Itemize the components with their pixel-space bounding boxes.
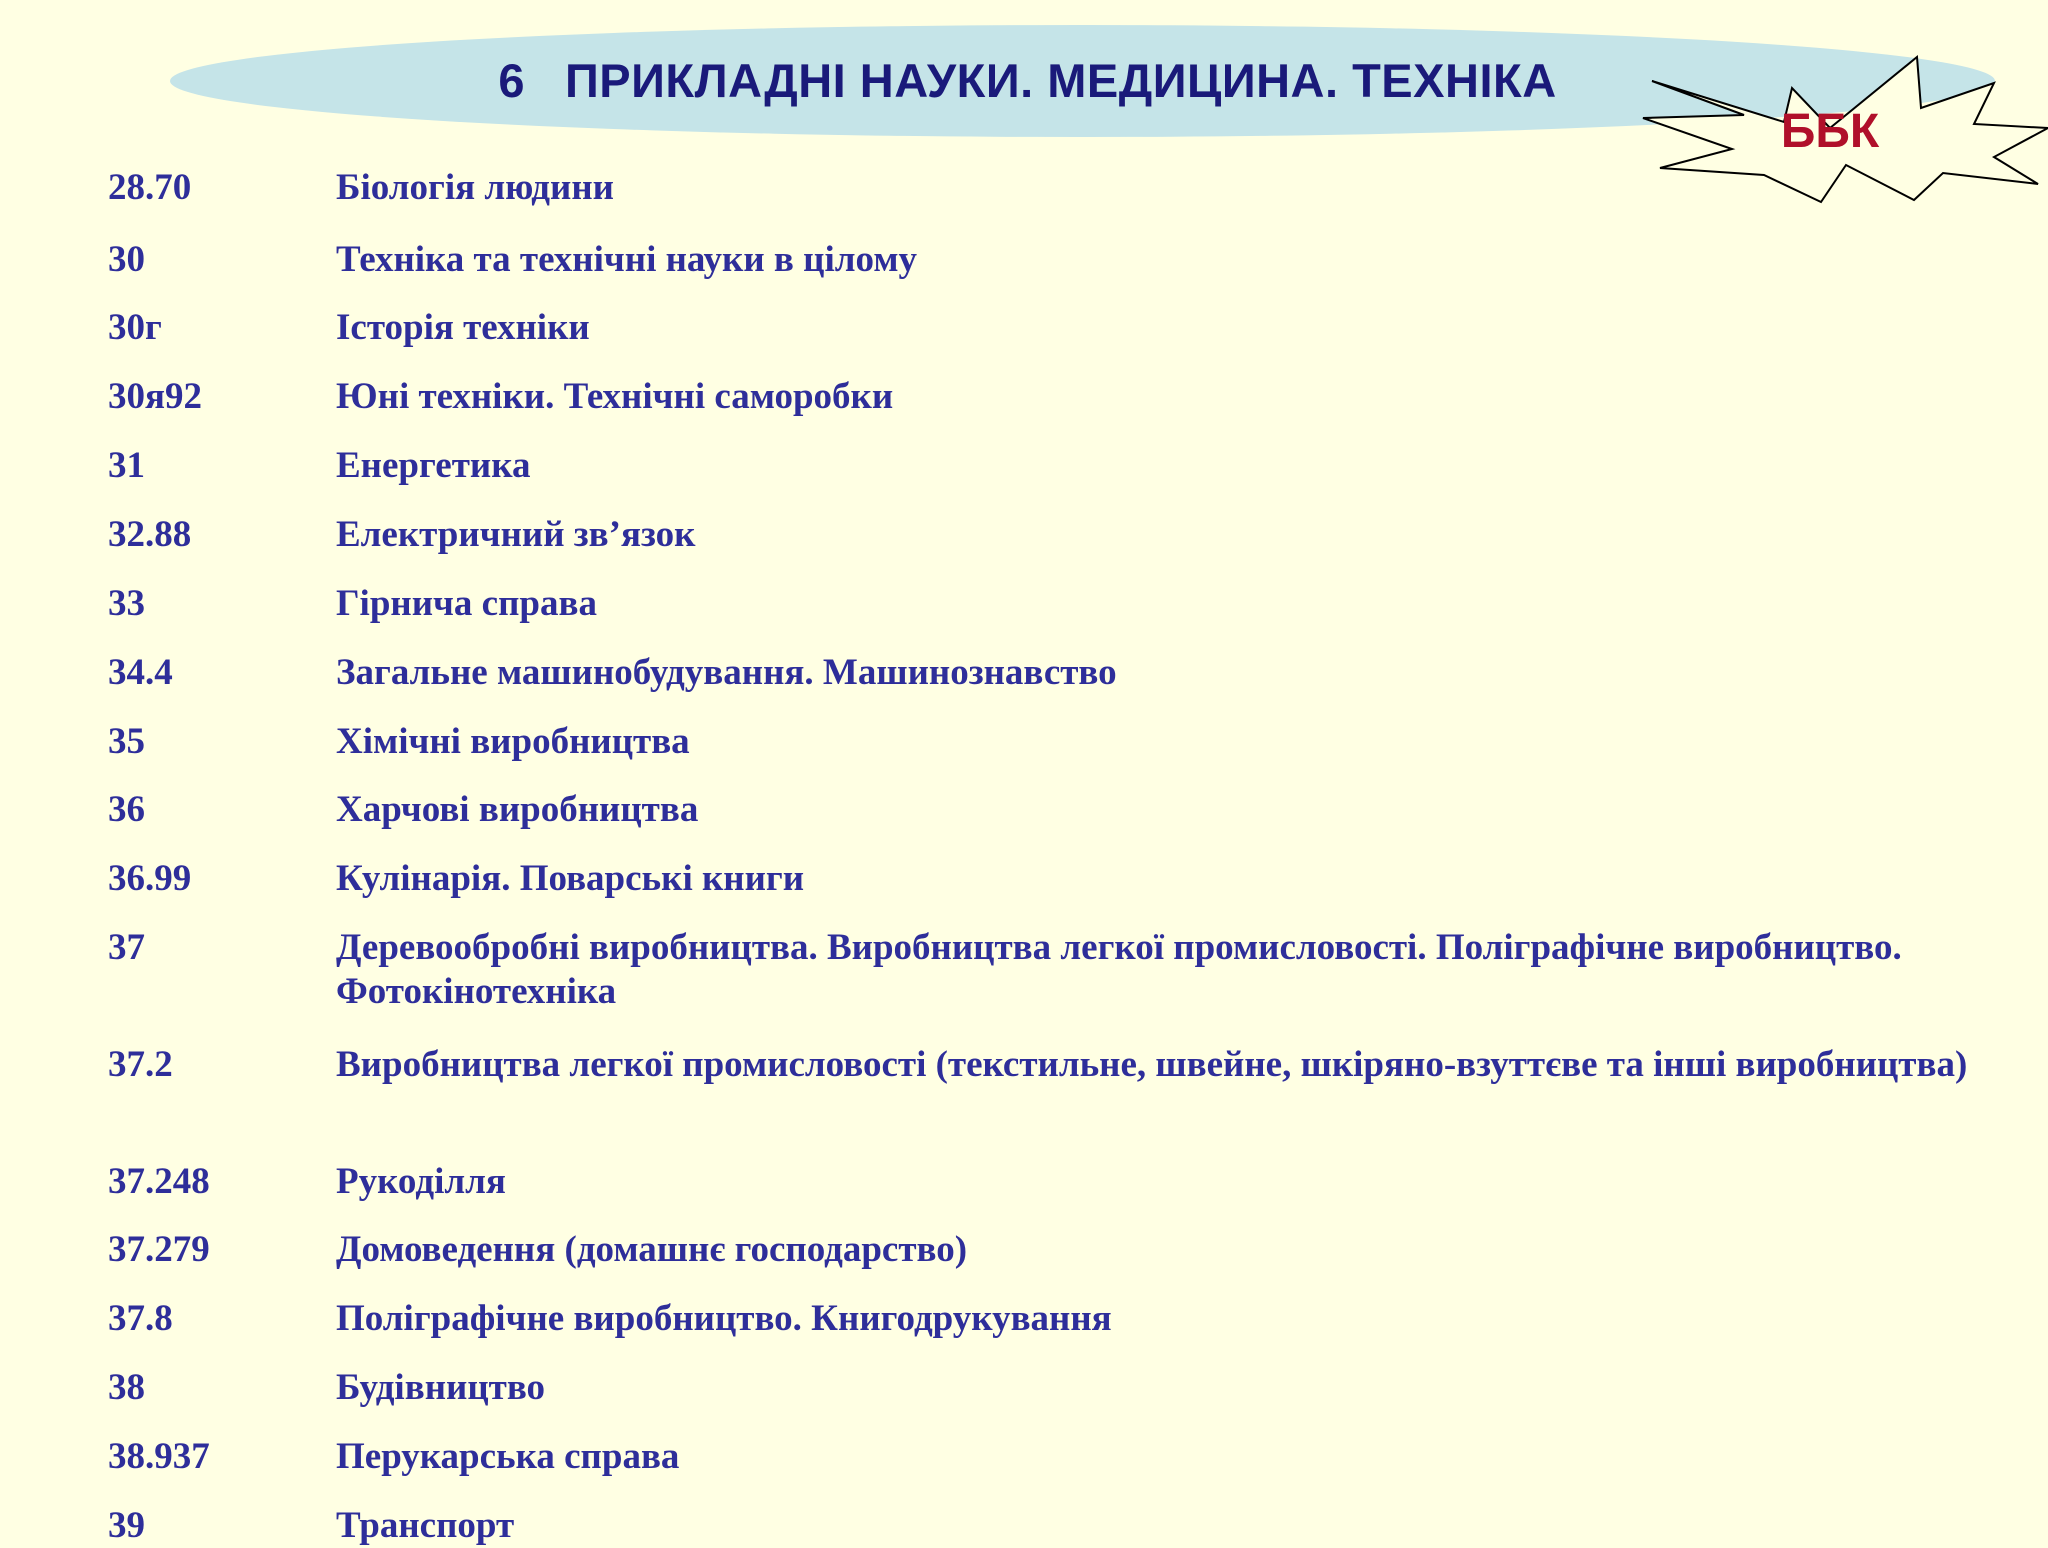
- entry-code: 30: [108, 239, 145, 280]
- section-number: 6: [498, 54, 525, 107]
- entry-code: 36: [108, 789, 145, 830]
- entry-code: 30г: [108, 307, 162, 348]
- entry-code: 33: [108, 583, 145, 624]
- entry-label: Виробництва легкої промисловості (текстильне, швейне, шкіряно-взуттєве та інші виробництва): [336, 1044, 1968, 1085]
- entry-code: 34.4: [108, 652, 173, 693]
- entry-label: Рукоділля: [336, 1161, 506, 1202]
- entry-label: Деревообробні виробництва. Виробництва легкої промисловості. Поліграфічне виробництво. Фотокінотехніка: [336, 927, 1902, 1012]
- entry-code: 32.88: [108, 514, 192, 555]
- entry-label: Домоведення (домашнє господарство): [336, 1229, 968, 1270]
- bbk-badge-label: ББК: [1780, 105, 1880, 158]
- entry-label: Хімічні виробництва: [336, 721, 690, 762]
- entry-code: 28.70: [108, 167, 192, 208]
- entry-label: Перукарська справа: [336, 1436, 680, 1477]
- entry-code: 37.2: [108, 1044, 173, 1085]
- entry-code: 37.279: [108, 1229, 210, 1270]
- entry-label: Біологія людини: [336, 167, 614, 208]
- entry-label: Техніка та технічні науки в цілому: [336, 239, 918, 280]
- entry-code: 39: [108, 1505, 145, 1546]
- entry-code: 37.248: [108, 1161, 210, 1202]
- entry-label: Гірнича справа: [336, 583, 597, 624]
- entry-label: Юні техніки. Технічні саморобки: [336, 376, 894, 417]
- section-title: ПРИКЛАДНІ НАУКИ. МЕДИЦИНА. ТЕХНІКА: [565, 54, 1557, 107]
- entry-code: 36.99: [108, 858, 192, 899]
- entry-code: 30я92: [108, 376, 203, 417]
- entry-label: Транспорт: [336, 1505, 515, 1546]
- entry-label: Поліграфічне виробництво. Книгодрукування: [336, 1298, 1112, 1339]
- entry-code: 38: [108, 1367, 145, 1408]
- entry-label: Кулінарія. Поварські книги: [336, 858, 805, 899]
- entry-code: 38.937: [108, 1436, 210, 1477]
- entry-code: 35: [108, 721, 145, 762]
- entry-code: 31: [108, 445, 145, 486]
- entry-label: Електричний зв’язок: [336, 514, 696, 555]
- entry-label: Харчові виробництва: [336, 789, 699, 830]
- entry-label: Загальне машинобудування. Машинознавство: [336, 652, 1117, 693]
- entry-label: Енергетика: [336, 445, 531, 486]
- entry-code: 37.8: [108, 1298, 173, 1339]
- entry-code: 37: [108, 927, 145, 968]
- entry-label: Історія техніки: [336, 307, 590, 348]
- entry-label: Будівництво: [336, 1367, 546, 1408]
